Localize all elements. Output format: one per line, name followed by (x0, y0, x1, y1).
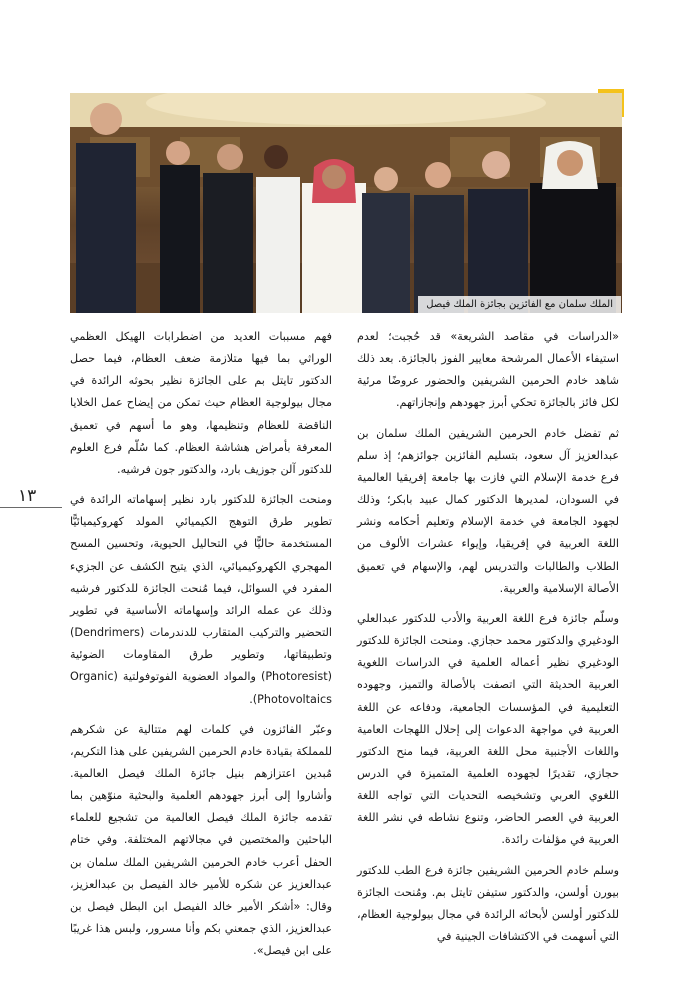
award-ceremony-photo (70, 93, 622, 313)
paragraph: وسلم خادم الحرمين الشريفين جائزة فرع الطب للدكتور بيورن أولسن، والدكتور ستيفن تايتل بم. ومُنحت الجائزة للدكتور أولسن لأبحاثه الرائدة في مجال بيولوجية العظام، التي أسهمت في الاكتشافات الجينية في (357, 863, 619, 944)
paragraph: ثم تفضل خادم الحرمين الشريفين الملك سلمان بن عبدالعزيز آل سعود، بتسليم الفائزين جوائزهم؛ إذ سلم فرع خدمة الإسلام التي فازت بها جامعة إفريقيا العالمية في السودان، لمديرها الدكتور كمال عبيد بابكر؛ وذلك لجهود الجامعة في خدمة الإسلام وتعليم أحكامه ونشر اللغة العربية في إفريقيا، وإيواء عشرات الألوف من الطلاب والطالبات والتدريس لهم، والإسهام في تعميق الأصالة الإسلامية والعربية. (357, 426, 619, 595)
paragraph: وسلّم جائزة فرع اللغة العربية والأدب للدكتور عبدالعلي الودغيري والدكتور محمد حجازي. ومنحت الجائزة للدكتور الودغيري نظير أعماله العلمية في الدراسات اللغوية العربية الحديثة التي اتصفت بالأصالة والتميز، وجهوده التعليمية في المؤسسات الجامعية، ودفاعه عن اللغة العربية في مواجهة الدعوات إلى إحلال اللهجات العامية واللغات الأجنبية محل اللغة العربية، فيما منح الدكتور حجازي، تقديرًا لجهوده العلمية المتميزة في الدرس اللغوي العربي وتشخيصه التحديات التي تواجه اللغة العربية في العصر الحاضر، وتنوع نشاطه في نشر اللغة العربية في مؤلفات رائدة. (357, 611, 619, 847)
paragraph: فهم مسببات العديد من اضطرابات الهيكل العظمي الوراثي بما فيها متلازمة ضعف العظام، فيما حصل الدكتور تايتل بم على الجائزة نظير بحوثه الرائدة في مجال بيولوجية العظام حيث تمكن من إيضاح عمل الخلايا الناقضة للعظام وتنظيمها، وهو ما أسهم في تعميق المعرفة بأمراض هشاشة العظام. كما سُلّم فرع العلوم للدكتور آلن جوزيف بارد، والدكتور جون فرشيه. (70, 330, 332, 476)
page-number: ١٣ (18, 486, 37, 506)
paragraph: وعبّر الفائزون في كلمات لهم متتالية عن شكرهم للمملكة بقيادة خادم الحرمين الشريفين على هذا التكريم، مُبدين اعتزازهم بنيل جائزة الملك فيصل العالمية. وأشاروا إلى أبرز جهودهم العلمية والبحثية منوّهين بما تقدمه جائزة الملك فيصل العالمية من تشجيع للعلماء الباحثين والمختصين في مجالاتهم المختلفة. وفي ختام الحفل أعرب خادم الحرمين الشريفين الملك سلمان بن عبدالعزيز عن شكره للأمير خالد الفيصل بن عبدالعزيز، وقال: «أشكر الأمير خالد الفيصل ابن البطل فيصل بن عبدالعزيز، الذي جمعني بكم وأنا مسرور، ولبس هذا غريبًا على ابن فيصل». (70, 722, 332, 958)
article-column-right (357, 326, 619, 948)
photo-caption: الملك سلمان مع الفائزين بجائزة الملك فيصل (418, 296, 621, 314)
page-number-rule (0, 507, 62, 508)
article-column-left (70, 326, 332, 962)
paragraph: «الدراسات في مقاصد الشريعة» قد حُجبت؛ لعدم استيفاء الأعمال المرشحة معايير الفوز بالجائزة. بعد ذلك شاهد خادم الحرمين الشريفين والحضور عروضًا مرئية لكل فائز بالجائزة تحكي أبرز جهودهم وإنجازاتهم. (357, 330, 619, 410)
paragraph: ومنحت الجائزة للدكتور بارد نظير إسهاماته الرائدة في تطوير طرق التوهج الكيميائي المولد كهروكيميائيًّا المستخدمة حاليًّا في التحاليل الحيوية، وتحسين المسح المهجري الكهروكيميائي، الذي يتيح الكشف عن الجزيء المفرد في السوائل، فيما مُنحت الجائزة للدكتور فرشيه وذلك عن عمله الرائد وإسهاماته الأساسية في تطوير التحضير والتركيب المتقارب للدندرمات (Dendrimers) وتطبيقاتها، وتطوير طرق المقاومات الضوئية (Photoresist) والمواد العضوية الفوتوفولتية (Organic Photovoltaics). (70, 493, 332, 706)
